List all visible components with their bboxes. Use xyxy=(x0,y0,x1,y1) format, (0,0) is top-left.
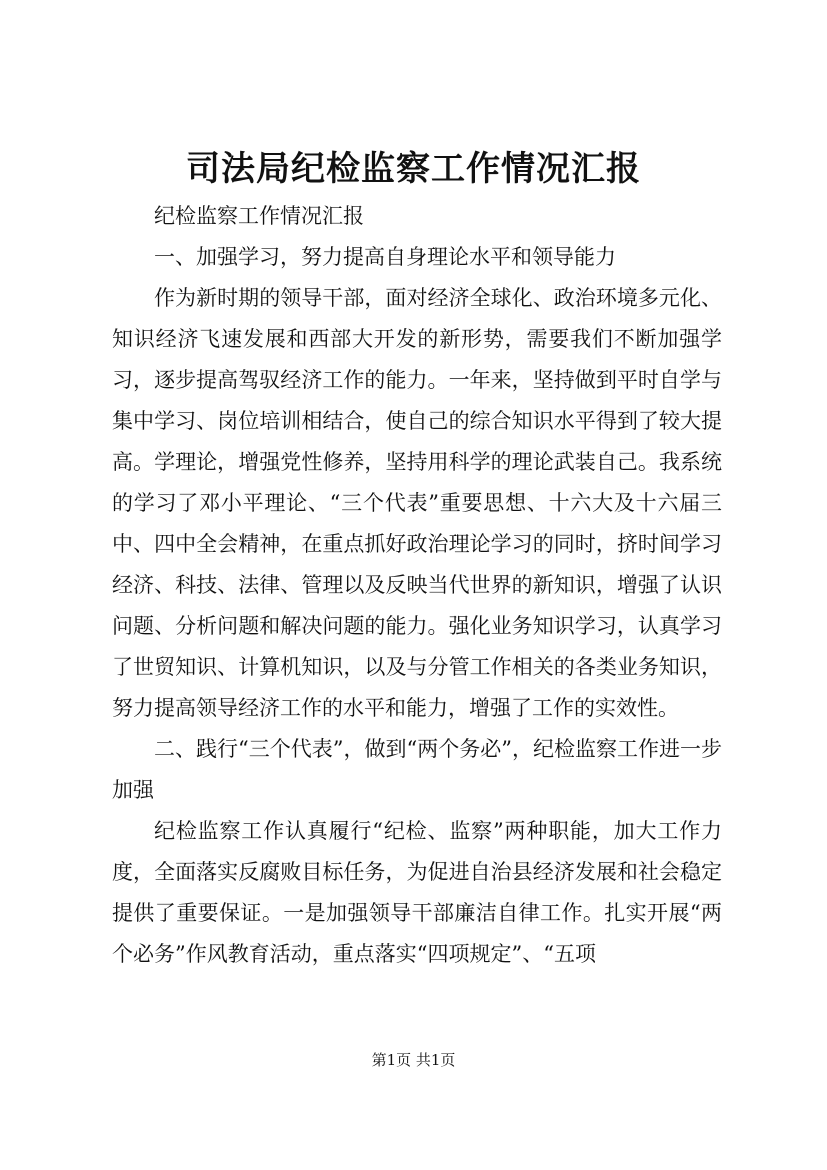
paragraph: 一、加强学习，努力提高自身理论水平和领导能力 xyxy=(154,245,616,269)
document-title: 司法局纪检监察工作情况汇报 xyxy=(186,149,641,189)
page-footer: 第1页 共1页 xyxy=(371,1051,456,1069)
paragraph: 纪检监察工作情况汇报 xyxy=(154,204,364,228)
paragraph: 二、践行“三个代表”，做到“两个务必”，纪检监察工作进一步加强 xyxy=(112,737,722,802)
paragraph: 作为新时期的领导干部，面对经济全球化、政治环境多元化、知识经济飞速发展和西部大开发的新形势，需要我们不断加强学习，逐步提高驾驭经济工作的能力。一年来，坚持做到平时自学与集中学习、岗位培训相结合，使自己的综合知识水平得到了较大提高。学理论，增强党性修养，坚持用科学的理论武装自己。我系统的学习了邓小平理论、“三个代表”重要思想、十六大及十六届三中、四中全会精神，在重点抓好政治理论学习的同时，挤时间学习经济、科技、法律、管理以及反映当代世界的新知识，增强了认识问题、分析问题和解决问题的能力。强化业务知识学习，认真学习了世贸知识、计算机知识，以及与分管工作相关的各类业务知识，努力提高领导经济工作的水平和能力，增强了工作的实效性。 xyxy=(112,286,722,720)
paragraph: 纪检监察工作认真履行“纪检、监察”两种职能，加大工作力度，全面落实反腐败目标任务，为促进自治县经济发展和社会稳定提供了重要保证。一是加强领导干部廉洁自律工作。扎实开展“两个必务”作风教育活动，重点落实“四项规定”、“五项 xyxy=(112,819,722,966)
document-body xyxy=(112,196,722,975)
